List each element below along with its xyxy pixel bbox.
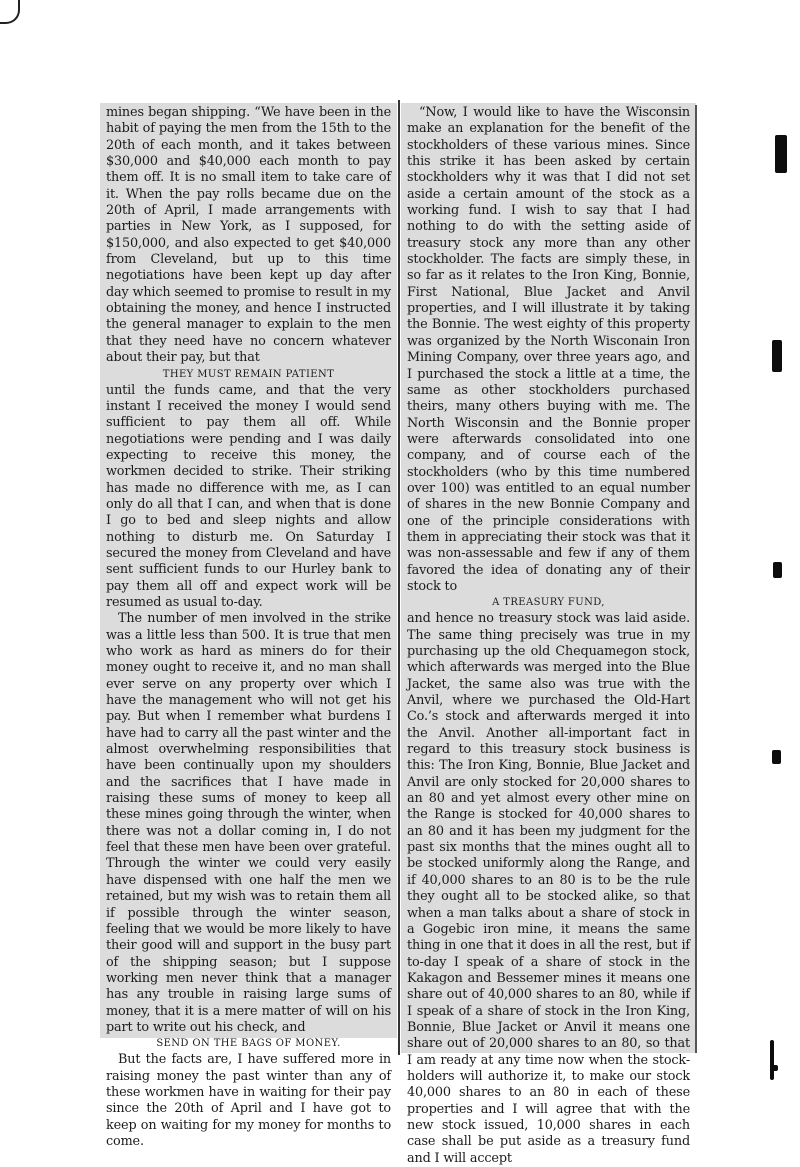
right-paragraph-2: and hence no treasury stock was laid aside. The same thing precisely was true in my purchasing up the old Chequamegon stock, which afterwards was merged into the Blue Jacket, the same also was true with the Anvil, where we purchased the Old-Hart Co.’s stock and afterwards merged it into the Anvil. Another all-important fact in regard to this treasury stock business is this: The Iron King, Bonnie, Blue Jacket and Anvil are only stocked for 20,000 shares to an 80 and yet almost every other mine on the Range is stocked for 40,000 shares to an 80 and it has been my judgment for the past six months that the mines ought all to be stocked uniformly along the Range, and if 40,000 shares to an 80 is to be the rule they ought all to be stocked alike, so that when a man talks about a share of stock in a Gogebic iron mine, it means the same thing in one that it does in all the rest, but if to-day I speak of a share of stock in the Kakagon and Bessemer mines it means one share out of 40,000 shares to an 80, while if I speak of a share of stock in the Iron King, Bonnie, Blue Jacket or Anvil it means one share out of 20,000 shares to an 80, so that I am ready at any time now when the stock-holders will authorize it, to make our stock 40,000 shares to an 80 in each of these properties and I will agree that with the new stock issued, 10,000 shares in each case shall be put aside as a treasury fund and I will accept — [407, 611, 690, 1166]
left-paragraph-4: But the facts are, I have suffered more in raising money the past winter than any of these workmen have in waiting for their pay since the 20th of April and I have got to keep on waiting for my money for months to come. — [106, 1052, 391, 1149]
binding-hole — [772, 1065, 778, 1071]
scan-corner-mark — [0, 0, 20, 24]
article-column-left — [100, 103, 397, 1149]
article-column-right — [401, 103, 696, 1166]
left-paragraph-3: The number of men involved in the strike was a little less than 500. It is true that men who work as hard as miners do for their money ought to receive it, and no man shall ever serve on any property over which I have the management who will not get his pay. But when I remember what burdens I have had to carry all the past winter and the almost overwhelming responsibilities that have been continually upon my shoulders and the sacrifices that I have made in raising these sums of money to keep all these mines going through the winter, when there was not a dollar coming in, I do not feel that these men have been over grateful. Through the winter we could very easily have dispensed with one half the men we retained, but my wish was to retain them all if possible through the winter season, feeling that we would be more likely to have their good will and support in the busy part of the shipping season; but I suppose working men never think that a manager has any trouble in raising large sums of money, that it is a mere matter of will on his part to write out his check, and — [106, 611, 391, 1035]
right-paragraph-1: “Now, I would like to have the Wisconsin make an explanation for the benefit of the stockholders of these various mines. Since this strike it has been asked by certain stockholders why it was that I did not set aside a certain amount of the stock as a working fund. I wish to say that I had nothing to do with the setting aside of treasury stock any more than any other stockholder. The facts are simply these, in so far as it relates to the Iron King, Bonnie, First National, Blue Jacket and Anvil properties, and I will illustrate it by taking the Bonnie. The west eighty of this property was organized by the North Wisconain Iron Mining Company, over three years ago, and I purchased the stock a little at a time, the same as other stockholders purchased theirs, many others buying with me. The North Wisconsin and the Bonnie proper were afterwards consolidated into one company, and of course each of the stockholders (who by this time numbered over 100) was entitled to an equal number of shares in the new Bonnie Company and one of the principle considerations with them in appreciating their stock was that it was non-assessable and few if any of them favored the idea of donating any of their stock to — [407, 105, 690, 594]
binding-hole — [773, 562, 782, 578]
right-subhead-1: A TREASURY FUND, — [492, 597, 605, 609]
binding-hole — [772, 340, 782, 372]
clipping-right-edge — [695, 105, 697, 1053]
left-subhead-1: THEY MUST REMAIN PATIENT — [162, 368, 335, 380]
binding-hole — [770, 1040, 774, 1080]
binding-hole — [772, 750, 781, 764]
left-paragraph-2: until the funds came, and that the very instant I received the money I would send sufficient to pay them all off. While negotiations were pending and I was daily expecting to receive this money, the workmen decided to strike. Their striking has made no difference with me, as I can only do all that I can, and when that is done I go to bed and sleep nights and allow nothing to disturb me. On Saturday I secured the money from Cleveland and have sent sufficient funds to our Hurley bank to pay them all off and expect work will be resumed as usual to-day. — [106, 382, 391, 610]
binding-hole — [775, 135, 787, 173]
column-divider — [398, 100, 400, 1055]
left-subhead-2: SEND ON THE BAGS OF MONEY. — [156, 1038, 341, 1050]
left-paragraph-1: mines began shipping. “We have been in the habit of paying the men from the 15th to the 20th of each month, and it takes between $30,000 and $40,000 each month to pay them off. It is no small item to take care of it. When the pay rolls became due on the 20th of April, I made arrangements with parties in New York, as I supposed, for $150,000, and also expected to get $40,000 from Cleveland, but up to this time negotiations have been kept up day after day which seemed to promise to result in my obtaining the money, and hence I instructed the general manager to explain to the men that they need have no concern whatever about their pay, but that — [106, 105, 391, 366]
